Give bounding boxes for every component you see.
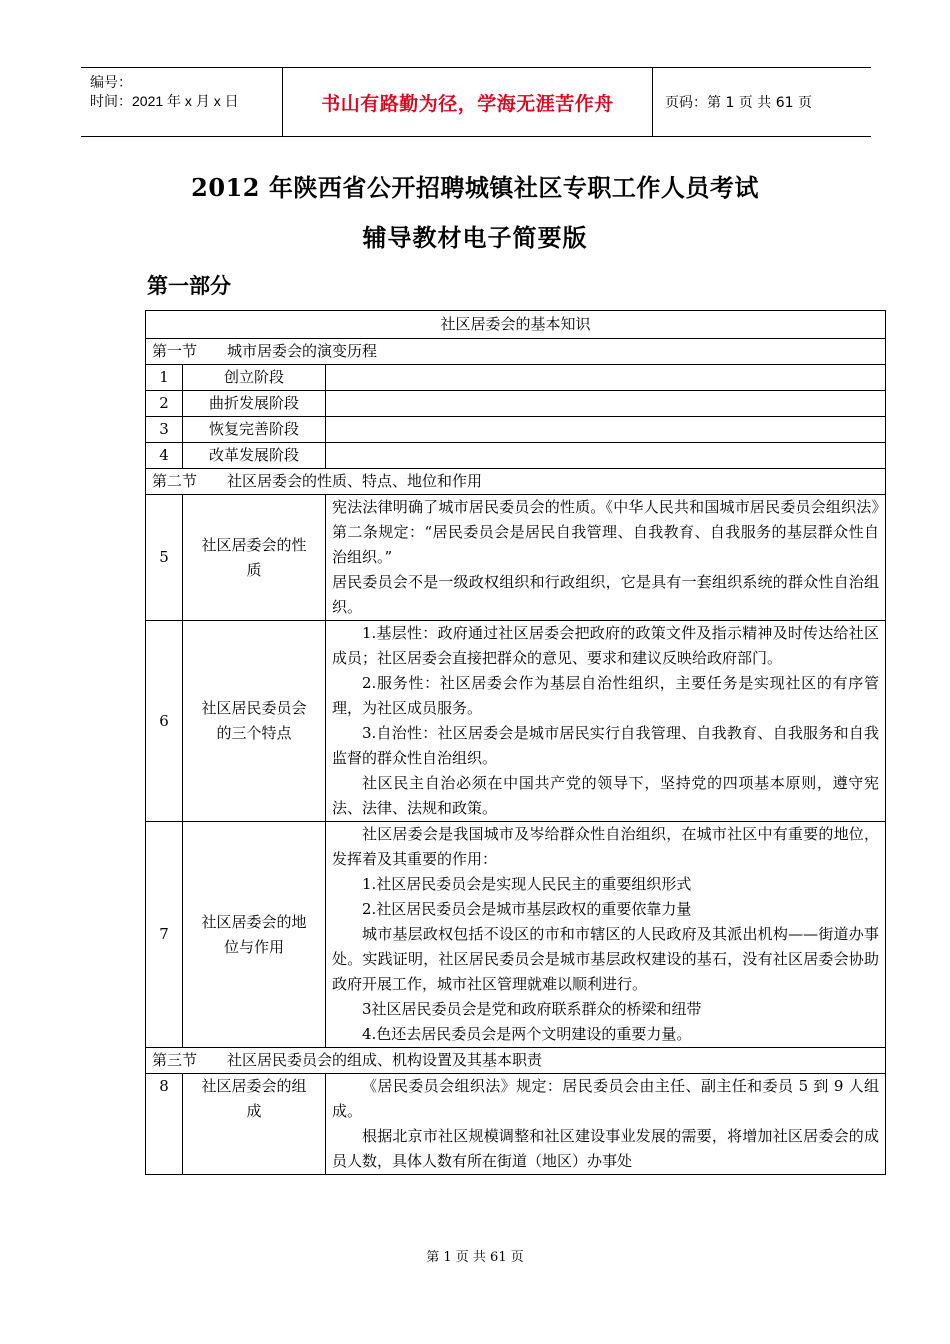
- document-title-line2: 辅导教材电子简要版: [362, 223, 588, 252]
- row-content: [326, 443, 886, 469]
- row-label: 改革发展阶段: [183, 443, 326, 469]
- section-heading-2: 第二节 社区居委会的性质、特点、地位和作用: [146, 469, 886, 495]
- row-number: 1: [146, 365, 183, 391]
- table-row: [146, 1074, 886, 1175]
- section-heading-3: 第三节 社区居民委员会的组成、机构设置及其基本职责: [146, 1048, 886, 1074]
- row-content: [326, 495, 886, 621]
- table-row: [146, 391, 886, 417]
- table-row: [146, 365, 886, 391]
- row-number: 4: [146, 443, 183, 469]
- paragraph: 1.基层性：政府通过社区居委会把政府的政策文件及指示精神及时传达给社区成员；社区居委会直接把群众的意见、要求和建议反映给政府部门。: [332, 624, 879, 667]
- row-number: 7: [146, 822, 183, 1048]
- row-label: 曲折发展阶段: [183, 391, 326, 417]
- paragraph: 居民委员会不是一级政权组织和行政组织，它是具有一套组织系统的群众性自治组织。: [332, 573, 879, 616]
- row-label: 社区居委会的地位与作用: [201, 912, 307, 956]
- row-number: 3: [146, 417, 183, 443]
- time-label: 时间：2021 年 x 月 x 日: [90, 93, 239, 109]
- paragraph: 《居民委员会组织法》规定：居民委员会由主任、副主任和委员 5 到 9 人组成。: [332, 1077, 879, 1120]
- row-content: [326, 417, 886, 443]
- row-number: 2: [146, 391, 183, 417]
- header-motto-cell: [282, 68, 653, 136]
- row-content: [326, 1074, 886, 1175]
- document-header: [81, 67, 871, 137]
- row-number: 6: [146, 621, 183, 822]
- paragraph: 3社区居民委员会是党和政府联系群众的桥梁和纽带: [362, 1000, 702, 1018]
- row-content: [326, 621, 886, 822]
- knowledge-table: [145, 310, 886, 1175]
- table-row: [146, 417, 886, 443]
- paragraph: 社区居委会是我国城市及岑给群众性自治组织，在城市社区中有重要的地位，发挥着及其重要的作用：: [332, 825, 879, 868]
- header-page-cell: [653, 68, 871, 136]
- motto-text: 书山有路勤为径，学海无涯苦作舟: [321, 92, 614, 115]
- paragraph: 4.色还去居民委员会是两个文明建设的重要力量。: [362, 1025, 692, 1043]
- row-label: 创立阶段: [183, 365, 326, 391]
- table-header: 社区居委会的基本知识: [146, 311, 886, 339]
- paragraph: 社区民主自治必须在中国共产党的领导下，坚持党的四项基本原则，遵守宪法、法律、法规和政策。: [332, 774, 879, 817]
- row-label: 社区居民委员会的三个特点: [201, 699, 307, 742]
- row-content: [326, 365, 886, 391]
- paragraph: 2.服务性：社区居委会作为基层自治性组织，主要任务是实现社区的有序管理，为社区成员服务。: [332, 674, 879, 717]
- number-label: 编号：: [90, 74, 132, 90]
- table-row: [146, 822, 886, 1048]
- row-label: 社区居委会的性质: [201, 535, 307, 579]
- row-number: 5: [146, 495, 183, 621]
- row-number: 8: [146, 1074, 183, 1175]
- paragraph: 城市基层政权包括不设区的市和市辖区的人民政府及其派出机构——街道办事处。实践证明，社区居民委员会是城市基层政权建设的基石，没有社区居委会协助政府开展工作，城市社区管理就难以顺利进行。: [332, 925, 879, 993]
- document-title-line1: 2012 年陕西省公开招聘城镇社区专职工作人员考试: [191, 173, 759, 202]
- row-content: [326, 822, 886, 1048]
- paragraph: 2.社区居民委员会是城市基层政权的重要依靠力量: [362, 900, 692, 918]
- table-row: [146, 443, 886, 469]
- page-footer: 第 1 页 共 61 页: [426, 1250, 524, 1265]
- section-heading-1: 第一节 城市居委会的演变历程: [146, 339, 886, 365]
- table-row: [146, 495, 886, 621]
- row-label: 社区居委会的组成: [201, 1077, 307, 1120]
- row-label: 恢复完善阶段: [183, 417, 326, 443]
- paragraph: 宪法法律明确了城市居民委员会的性质。《中华人民共和国城市居民委员会组织法》第二条规定：“居民委员会是居民自我管理、自我教育、自我服务的基层群众性自治组织。”: [332, 498, 879, 566]
- paragraph: 根据北京市社区规模调整和社区建设事业发展的需要，将增加社区居委会的成员人数，具体人数有所在街道（地区）办事处: [332, 1127, 879, 1170]
- paragraph: 3.自治性：社区居委会是城市居民实行自我管理、自我教育、自我服务和自我监督的群众性自治组织。: [332, 724, 879, 767]
- header-left-cell: [81, 68, 282, 136]
- row-content: [326, 391, 886, 417]
- part-heading: 第一部分: [147, 273, 231, 298]
- page-info: 页码：第 1 页 共 61 页: [665, 95, 812, 111]
- paragraph: 1.社区居民委员会是实现人民民主的重要组织形式: [362, 875, 692, 893]
- table-row: [146, 621, 886, 822]
